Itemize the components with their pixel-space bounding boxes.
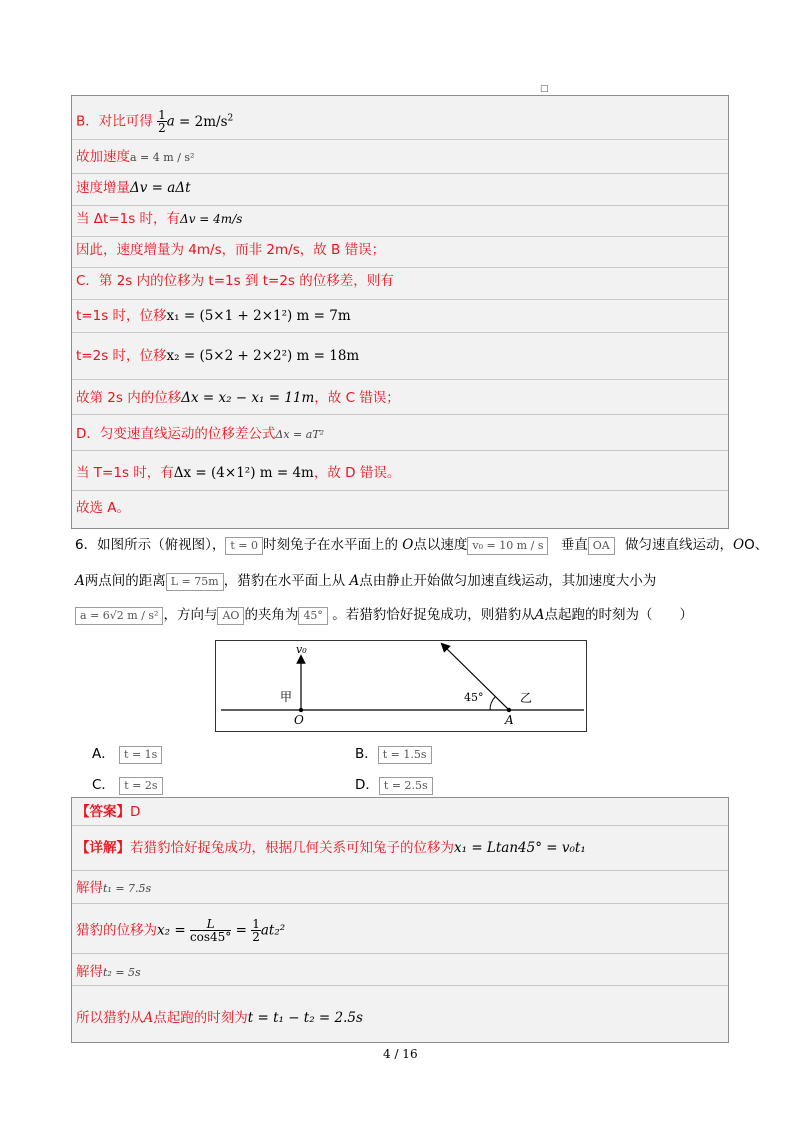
question-line-1: 6．如图所示（俯视图）， t = 0 时刻兔子在水平面上的 O点以速度 v₀ = 10 m / s 垂直 OA 做匀速直线运动，OO、: [75, 537, 769, 553]
figure-svg: [216, 641, 586, 731]
page-marker: □: [540, 84, 549, 94]
sol-line-dt: 当 Δt=1s 时，有Δv = 4m/s: [76, 211, 243, 227]
formula-l: L = 75m: [166, 573, 224, 591]
sol-line-x2: t=2s 时，位移x₂ = (5×2 + 2×2²) m = 18m: [76, 348, 360, 364]
page-number: 4 / 16: [383, 1047, 418, 1061]
sol-line-b: B．对比可得 $\frac{1}{2}$ $a = 2m/s^2$: [76, 108, 234, 135]
sol-line-dv: 速度增量Δv = aΔt: [76, 180, 191, 196]
final-line: 所以猎豹从A点起跑的时刻为t = t₁ − t₂ = 2.5s: [76, 1010, 363, 1026]
point-a: [507, 708, 511, 712]
formula-ao: AO: [217, 607, 244, 625]
formula-a: a = 6√2 m / s²: [75, 607, 163, 625]
angle-arc: [490, 697, 496, 711]
o-label: O: [294, 713, 304, 727]
v0-label: v₀: [296, 643, 307, 656]
option-a[interactable]: A． t = 1s: [92, 742, 162, 764]
formula-v0: v₀ = 10 m / s: [467, 537, 548, 555]
formula-45: 45°: [298, 607, 328, 625]
formula-t0: t = 0: [225, 537, 263, 555]
point-o: [299, 708, 303, 712]
previous-solution-box: [71, 95, 729, 529]
sol-line-choose: 故选 A。: [76, 500, 131, 516]
question-line-2: A两点间的距离 L = 75m ，猎豹在水平面上从 A点由静止开始做匀加速直线运动，其加速度大小为: [75, 573, 657, 589]
x2-line: 猎豹的位移为x₂ = $\frac{L}{\cos 45^\circ}$ = $\frac{1}{2}$ at₂²: [76, 917, 286, 944]
sol-line-d: D．匀变速直线运动的位移差公式Δx = aT²: [76, 426, 325, 442]
option-b[interactable]: B． t = 1.5s: [355, 742, 432, 764]
option-d[interactable]: D． t = 2.5s: [355, 773, 433, 795]
sol-line-dx-d: 当 T=1s 时，有Δx = (4×1²) m = 4m，故 D 错误。: [76, 465, 401, 481]
sol-line-accel: 故加速度a = 4 m / s²: [76, 149, 195, 165]
sol-line-x1: t=1s 时，位移x₁ = (5×1 + 2×1²) m = 7m: [76, 308, 351, 324]
angle-label: 45°: [464, 691, 484, 704]
question-line-3: a = 6√2 m / s² ，方向与 AO 的夹角为 45° 。若猎豹恰好捉兔成功，则猎豹从A点起跑的时刻为（ ）: [75, 604, 693, 626]
answer-box: [71, 797, 729, 1043]
answer-line: 【答案】D: [76, 804, 141, 820]
yi-label: 乙: [520, 691, 533, 705]
formula-oa: OA: [588, 537, 615, 555]
a-label: A: [505, 713, 514, 727]
sol-line-c: C．第 2s 内的位移为 t=1s 到 t=2s 的位移差，则有: [76, 273, 394, 289]
detail-line: 【详解】若猎豹恰好捉兔成功，根据几何关系可知兔子的位移为x₁ = Ltan45° = v₀t₁: [76, 840, 586, 856]
t2-line: 解得t₂ = 5s: [76, 964, 141, 980]
figure: [215, 640, 587, 732]
jia-label: 甲: [280, 690, 293, 704]
sol-line-dx: 故第 2s 内的位移Δx = x₂ − x₁ = 11m，故 C 错误；: [76, 390, 400, 406]
sol-line-b-conclusion: 因此，速度增量为 4m/s，而非 2m/s，故 B 错误；: [76, 242, 386, 258]
option-c[interactable]: C． t = 2s: [92, 773, 163, 795]
t1-line: 解得t₁ = 7.5s: [76, 880, 152, 896]
